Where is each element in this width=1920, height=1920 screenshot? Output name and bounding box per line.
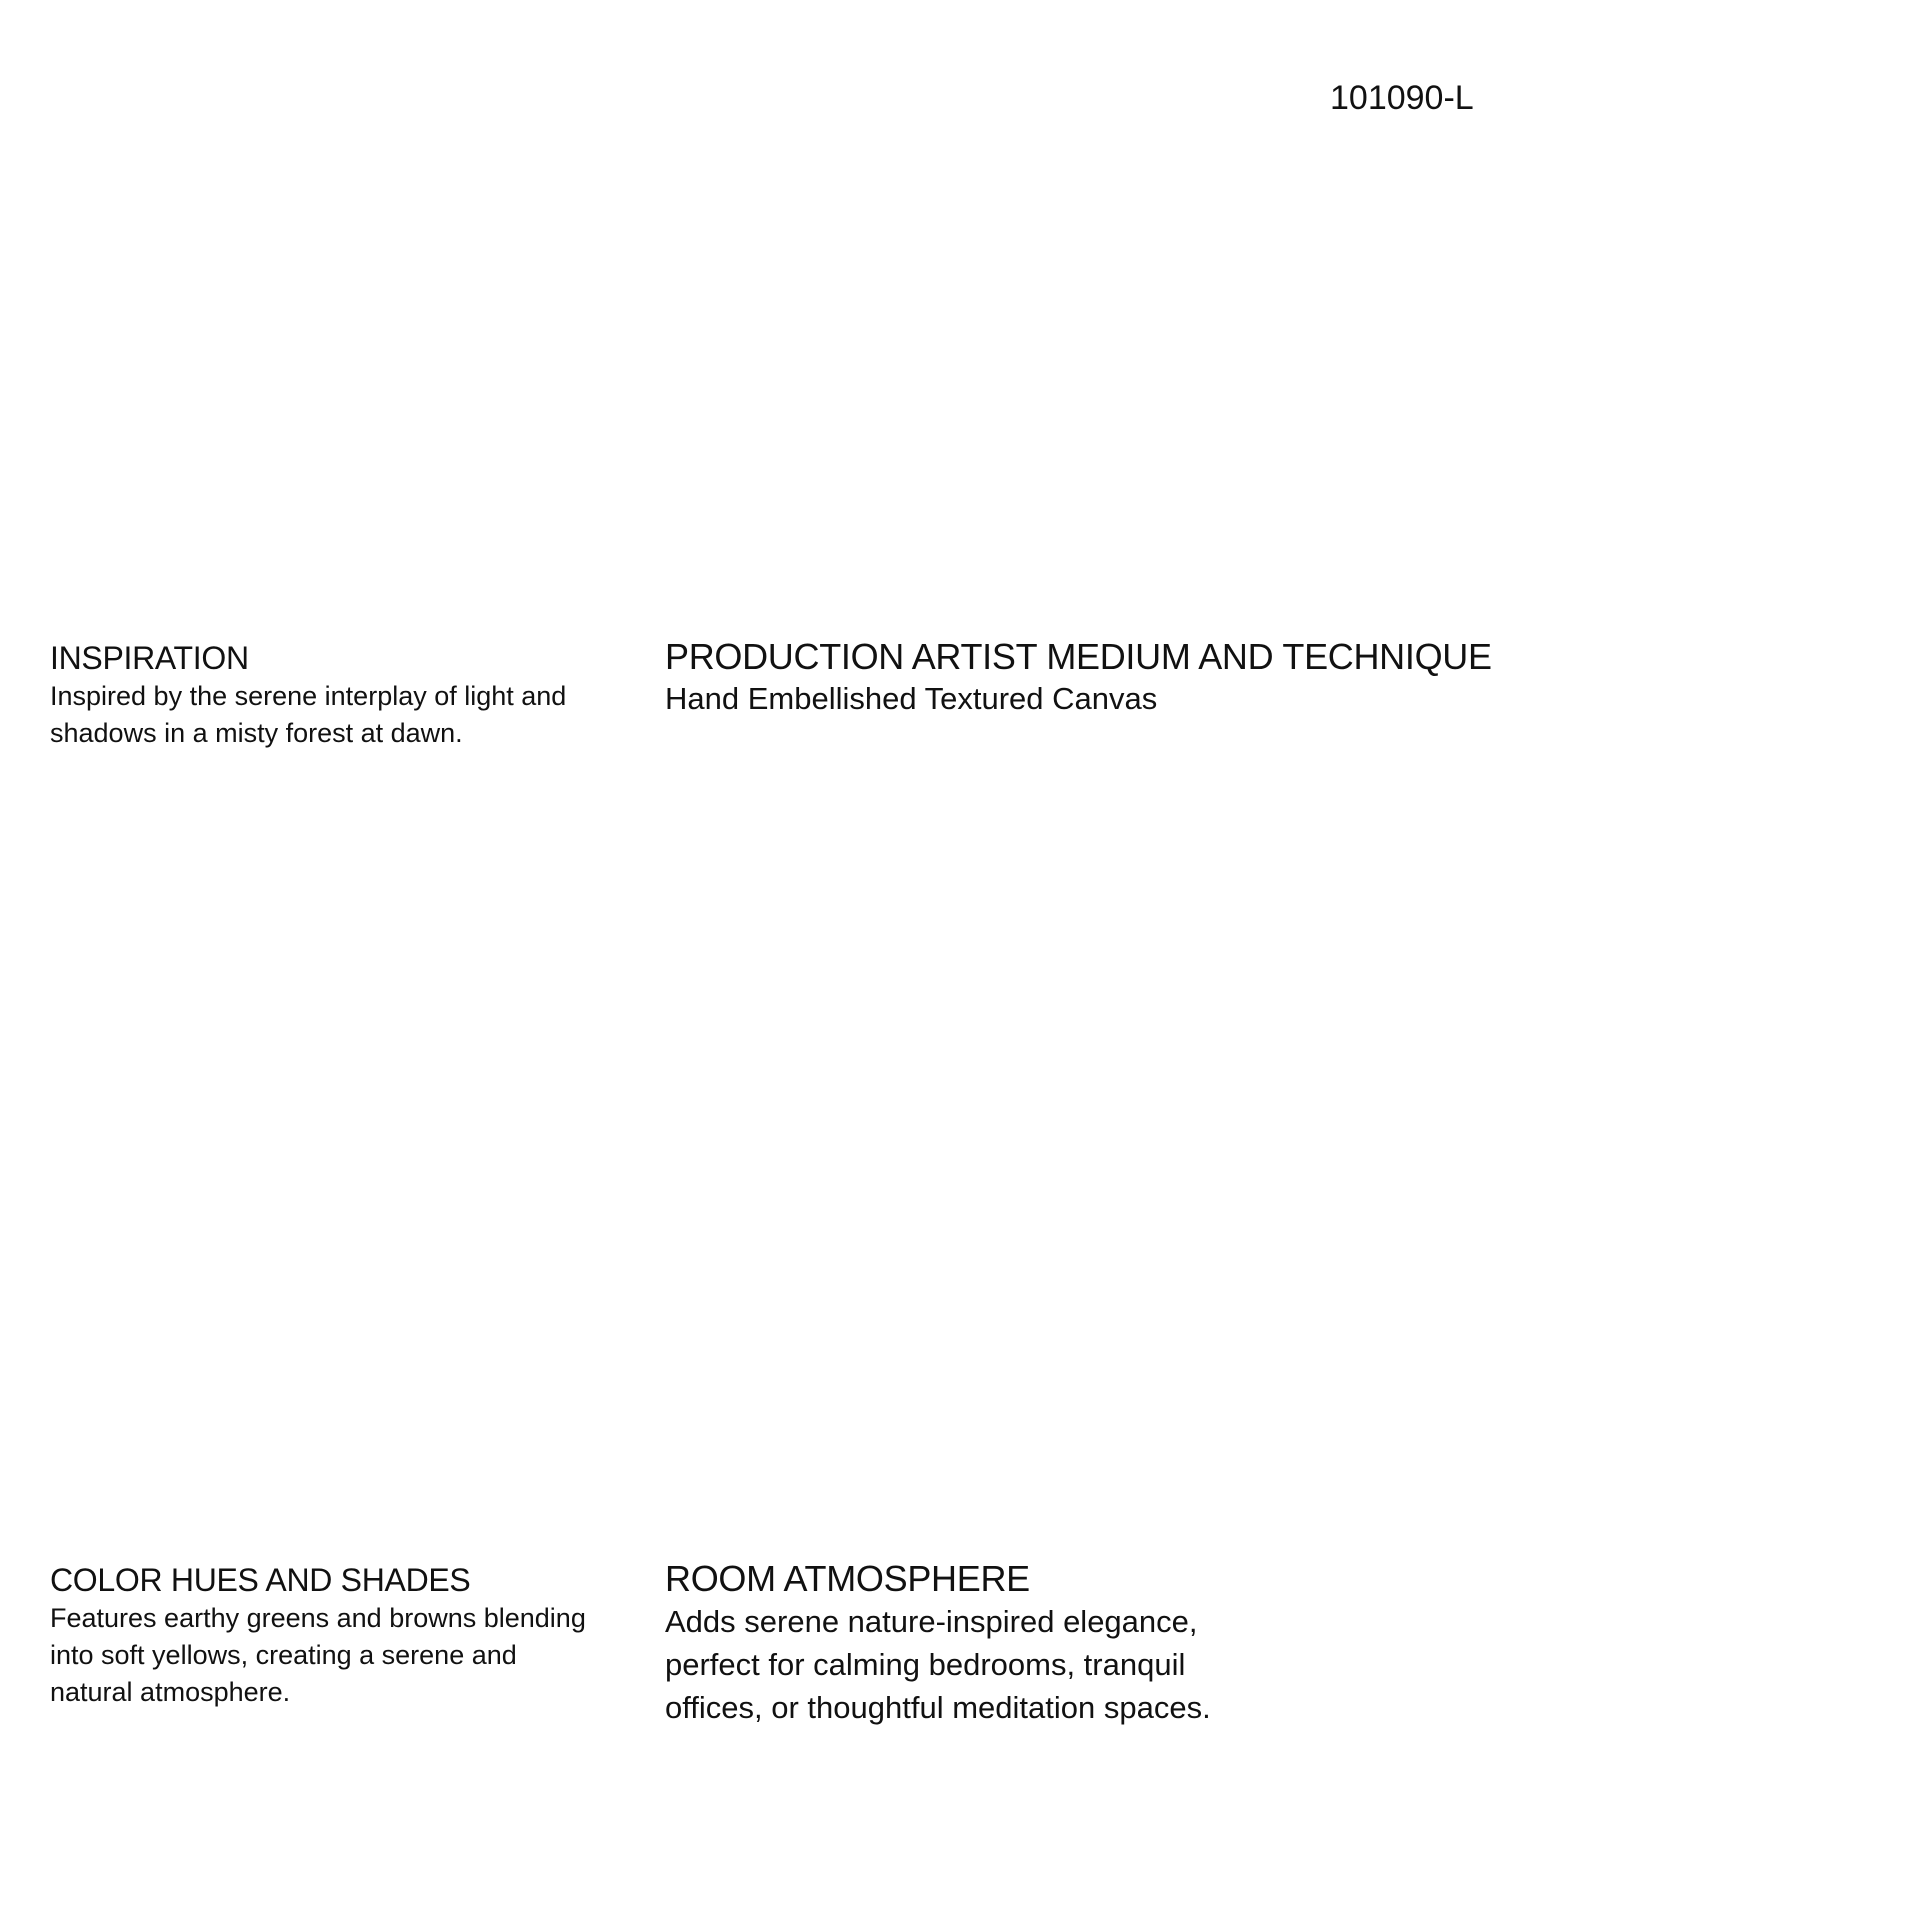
color-line: natural atmosphere. xyxy=(50,1677,291,1707)
production-line: Hand Embellished Textured Canvas xyxy=(665,681,1158,716)
color-text xyxy=(50,1600,650,1711)
production-text xyxy=(665,678,1565,720)
production-section xyxy=(665,636,1565,720)
product-code: 101090-L xyxy=(1330,79,1474,117)
room-atmosphere-line: perfect for calming bedrooms, tranquil xyxy=(665,1647,1186,1682)
color-line: into soft yellows, creating a serene and xyxy=(50,1640,517,1670)
production-heading: PRODUCTION ARTIST MEDIUM AND TECHNIQUE xyxy=(665,636,1492,677)
inspiration-section xyxy=(50,638,640,752)
inspiration-text xyxy=(50,678,640,752)
room-atmosphere-section xyxy=(665,1558,1265,1729)
color-line: Features earthy greens and browns blending xyxy=(50,1603,586,1633)
inspiration-heading: INSPIRATION xyxy=(50,640,249,676)
color-heading: COLOR HUES AND SHADES xyxy=(50,1562,471,1598)
room-atmosphere-heading: ROOM ATMOSPHERE xyxy=(665,1558,1030,1599)
inspiration-line: Inspired by the serene interplay of light and xyxy=(50,681,567,711)
room-atmosphere-text xyxy=(665,1600,1265,1729)
room-atmosphere-line: offices, or thoughtful meditation spaces. xyxy=(665,1690,1211,1725)
color-section xyxy=(50,1560,650,1711)
room-atmosphere-line: Adds serene nature-inspired elegance, xyxy=(665,1604,1198,1639)
inspiration-line: shadows in a misty forest at dawn. xyxy=(50,718,463,748)
